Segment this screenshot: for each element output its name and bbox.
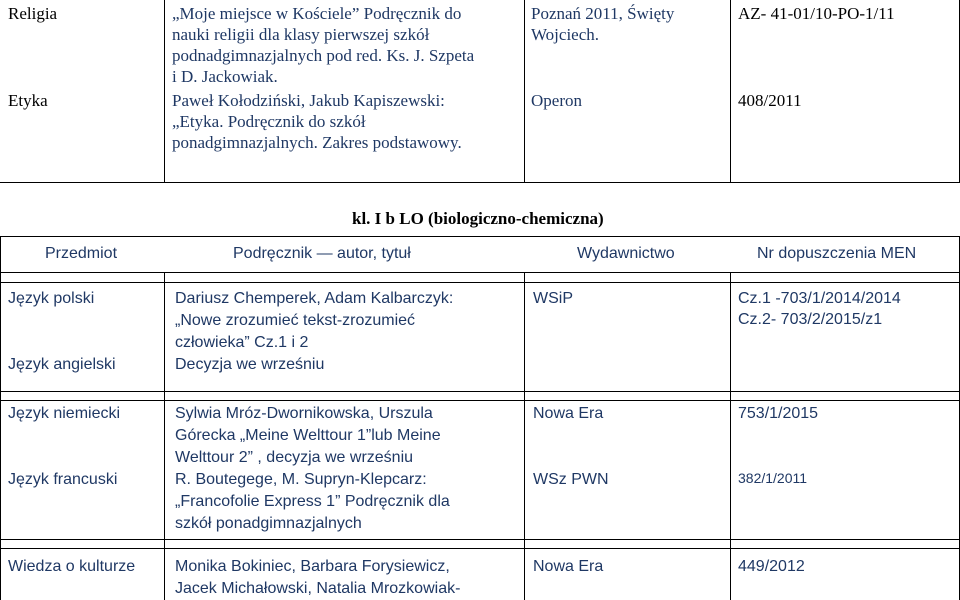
book-etyka-line2: „Etyka. Podręcznik do szkół [172, 112, 366, 131]
subject-etyka: Etyka [8, 91, 48, 110]
approval-niemiecki: 753/1/2015 [738, 405, 819, 422]
subject-polski: Język polski [8, 290, 95, 307]
approval-religia: AZ- 41-01/10-PO-1/11 [738, 4, 895, 23]
subject-angielski: Język angielski [8, 356, 116, 373]
main-table-border [0, 400, 960, 401]
main-table-border [0, 548, 960, 549]
book-religia-line3: podnadgimnazjalnych pod red. Ks. J. Szpeta [172, 46, 475, 65]
approval-francuski: 382/1/2011 [738, 470, 808, 486]
book-francuski-line2: „Francofolie Express 1” Podręcznik dla [175, 493, 450, 510]
book-francuski-line3: szkół ponadgimnazjalnych [175, 515, 362, 532]
book-wiedza-line2: Jacek Michałowski, Natalia Mrozkowiak- [175, 580, 461, 597]
main-table-border [0, 539, 960, 540]
class-title: kl. I b LO (biologiczno-chemiczna) [352, 209, 604, 228]
main-table-border [730, 272, 731, 600]
approval-wiedza: 449/2012 [738, 558, 805, 575]
book-polski-line2: „Nowe zrozumieć tekst-zrozumieć [175, 312, 416, 329]
book-religia-line4: i D. Jackowiak. [172, 67, 278, 86]
main-table-border [0, 272, 960, 273]
header-subject: Przedmiot [45, 245, 118, 262]
main-table-border [164, 272, 165, 600]
approval-polski-cz1: Cz.1 -703/1/2014/2014 [738, 290, 901, 307]
approval-polski-cz2: Cz.2- 703/2/2015/z1 [738, 311, 883, 328]
subject-niemiecki: Język niemiecki [8, 405, 121, 422]
header-publisher: Wydawnictwo [577, 245, 675, 262]
subject-religia: Religia [8, 4, 58, 23]
book-niemiecki-line3: Welttour 2” , decyzja we wrześniu [175, 449, 414, 466]
book-wiedza-line1: Monika Bokiniec, Barbara Forysiewicz, [175, 558, 450, 575]
main-table-border [0, 236, 1, 600]
top-table-border [730, 0, 731, 183]
publisher-wsz-pwn: WSz PWN [533, 471, 609, 488]
publisher-wsip: WSiP [533, 290, 573, 307]
main-table-border [0, 391, 960, 392]
publisher-etyka: Operon [531, 91, 582, 110]
book-niemiecki-line1: Sylwia Mróz-Dwornikowska, Urszula [175, 405, 433, 422]
top-table-border [0, 182, 960, 183]
book-polski-line1: Dariusz Chemperek, Adam Kalbarczyk: [175, 290, 454, 307]
main-table-border [0, 236, 960, 237]
publisher-nowa-era-1: Nowa Era [533, 405, 604, 422]
book-polski-line3: człowieka” Cz.1 i 2 [175, 334, 309, 351]
book-francuski-line1: R. Boutegege, M. Supryn-Klepcarz: [175, 471, 427, 488]
book-religia-line1: „Moje miejsce w Kościele” Podręcznik do [172, 4, 462, 23]
book-niemiecki-line2: Górecka „Meine Welttour 1”lub Meine [175, 427, 441, 444]
subject-francuski: Język francuski [8, 471, 118, 488]
subject-wiedza: Wiedza o kulturze [8, 558, 136, 575]
top-table-border [524, 0, 525, 183]
approval-etyka: 408/2011 [738, 91, 802, 110]
publisher-nowa-era-2: Nowa Era [533, 558, 604, 575]
book-etyka-line3: ponadgimnazjalnych. Zakres podstawowy. [172, 133, 462, 152]
publisher-religia-line1: Poznań 2011, Święty [531, 4, 675, 23]
main-table-border [524, 272, 525, 600]
book-angielski-line: Decyzja we wrześniu [175, 356, 325, 373]
top-table-border [164, 0, 165, 183]
book-religia-line2: nauki religii dla klasy pierwszej szkół [172, 25, 430, 44]
header-approval: Nr dopuszczenia MEN [757, 245, 917, 262]
header-book: Podręcznik — autor, tytuł [233, 245, 411, 262]
publisher-religia-line2: Wojciech. [531, 25, 600, 44]
book-etyka-line1: Paweł Kołodziński, Jakub Kapiszewski: [172, 91, 445, 110]
main-table-border [0, 282, 960, 283]
